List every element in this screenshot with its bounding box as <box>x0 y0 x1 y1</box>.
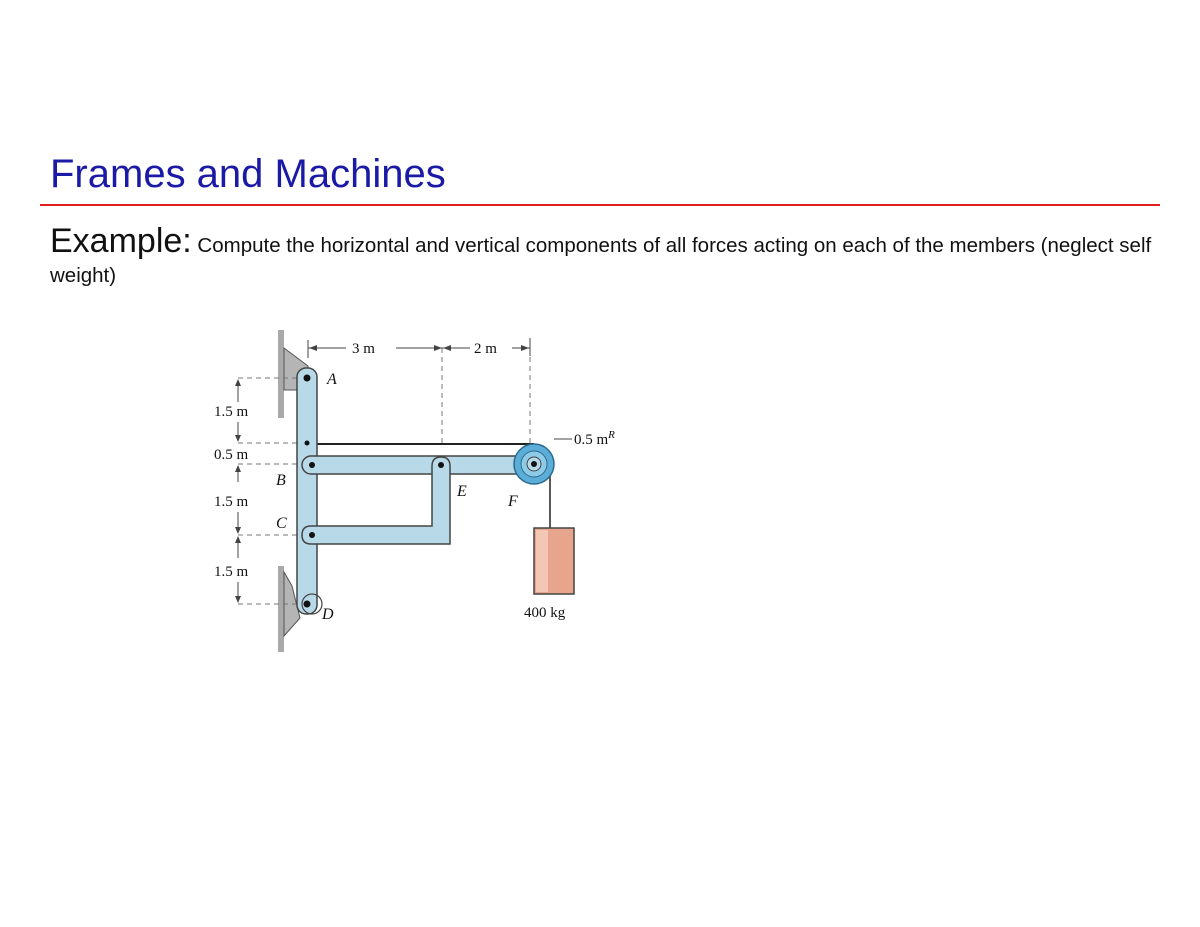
member-ad <box>297 368 317 614</box>
dim-3m: 3 m <box>352 341 375 357</box>
example-statement <box>50 224 1160 291</box>
label-d: D <box>322 606 334 623</box>
label-c: C <box>276 515 287 532</box>
dim-2m: 2 m <box>474 341 497 357</box>
title-divider <box>40 204 1160 206</box>
member-bf <box>302 456 540 474</box>
dim-0-5m: 0.5 m <box>214 447 249 463</box>
wall-top <box>278 330 284 418</box>
slide-title: Frames and Machines <box>50 152 446 196</box>
label-f: F <box>508 493 518 510</box>
example-body: Compute the horizontal and vertical components of all forces acting on each of the members (neglect self weight) <box>50 234 1152 287</box>
dim-1-5m-bottom: 1.5 m <box>214 564 249 580</box>
load-label: 400 kg <box>524 605 566 621</box>
example-label: Example: <box>50 222 192 260</box>
dim-radius: 0.5 $m^R$ <box>574 429 615 448</box>
label-b: B <box>276 472 286 489</box>
label-e: E <box>457 483 467 500</box>
frame-diagram <box>196 326 654 656</box>
dim-1-5m-top: 1.5 m <box>214 404 249 420</box>
label-a: A <box>327 371 337 388</box>
dim-1-5m-mid: 1.5 m <box>214 494 249 510</box>
wall-bottom <box>278 566 284 652</box>
